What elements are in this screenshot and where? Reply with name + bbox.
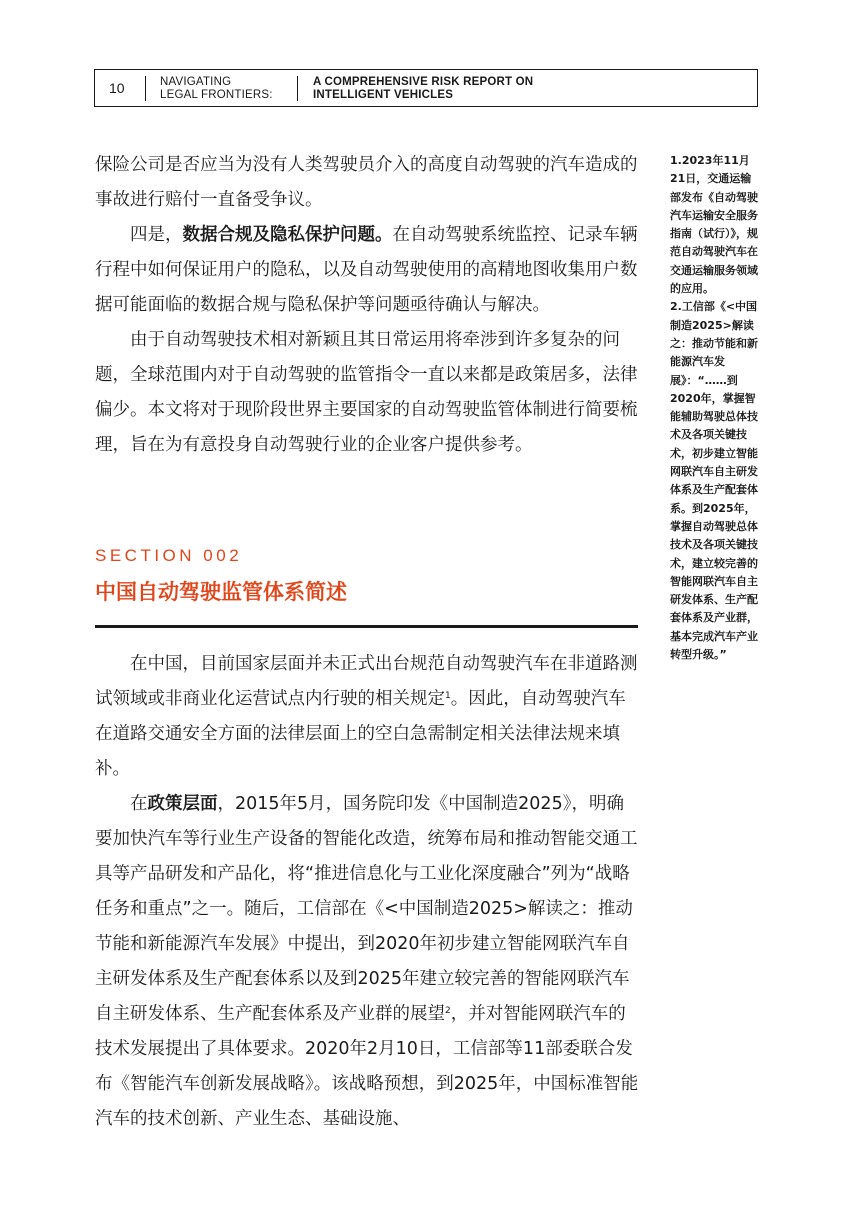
header-series-line1: NAVIGATING (160, 76, 232, 88)
paragraph-text: ，并对智能网联汽车的技术发展提出了具体要求。2020年2月10日，工信部等11部委联合发布《智能汽车创新发展战略》。该战略预想，到2025年，中国标准智能汽车的技术创新、产业生态、基础设施、 (95, 1004, 639, 1129)
footnote-ref[interactable]: 1 (445, 691, 451, 701)
section-divider (95, 625, 638, 628)
paragraph-prefix: 在 (130, 794, 148, 814)
bold-heading: 数据合规及隐私保护问题。 (182, 225, 393, 245)
page-header (94, 69, 758, 107)
paragraph-text: ，2015年5月，国务院印发《中国制造2025》，明确要加快汽车等行业生产设备的智能化改造，统筹布局和推动智能交通工具等产品研发和产品化，将“推进信息化与工业化深度融合”列为“战略任务和重点”之一。随后，工信部在《<中国制造2025>解读之：推动节能和新能源汽车发展》中提出，到2020年初步建立智能网联汽车自主研发体系及生产配套体系以及到2025年建立较完善的智能网联汽车自主研发体系、生产配套体系及产业群的展望 (95, 794, 638, 1024)
paragraph (95, 647, 640, 787)
paragraph: 由于自动驾驶技术相对新颖且其日常运用将牵涉到许多复杂的问题，全球范围内对于自动驾驶的监管指令一直以来都是政策居多，法律偏少。本文将对于现阶段世界主要国家的自动驾驶监管体制进行简要梳理，旨在为有意投身自动驾驶行业的企业客户提供参考。 (95, 330, 638, 455)
body-text-bottom (95, 647, 640, 1137)
sidenotes (670, 152, 758, 664)
header-series-line2: LEGAL FRONTIERS: (160, 88, 273, 101)
paragraph-text: 在自动驾驶系统监控、记录车辆行程中如何保证用户的隐私，以及自动驾驶使用的高精地图收集用户数据可能面临的数据合规与隐私保护等问题亟待确认与解决。 (95, 225, 638, 315)
sidenote-1: 1.2023年11月21日，交通运输部发布《自动驾驶汽车运输安全服务指南（试行）》，规范自动驾驶汽车在交通运输服务领域的应用。 (670, 154, 758, 296)
header-series-title (160, 76, 273, 101)
header-report-line1: A COMPREHENSIVE RISK REPORT ON (313, 76, 534, 88)
footnote-ref[interactable]: 2 (445, 1006, 451, 1016)
body-text-top (95, 148, 640, 463)
paragraph (95, 787, 640, 1137)
header-divider (297, 76, 298, 101)
section-title: 中国自动驾驶监管体系简述 (95, 580, 347, 604)
header-report-title (313, 76, 533, 101)
paragraph-prefix: 四是， (130, 225, 183, 245)
paragraph-text: 。因此，自动驾驶汽车在道路交通安全方面的法律层面上的空白急需制定相关法律法规来填补。 (95, 689, 626, 779)
paragraph (95, 218, 640, 323)
header-report-line2: INTELLIGENT VEHICLES (313, 88, 454, 101)
section-label: SECTION 002 (95, 546, 243, 565)
paragraph: 保险公司是否应当为没有人类驾驶员介入的高度自动驾驶的汽车造成的事故进行赔付一直备受争议。 (95, 155, 638, 210)
paragraph-text: 在中国，目前国家层面并未正式出台规范自动驾驶汽车在非道路测试领域或非商业化运营试点内行驶的相关规定 (95, 654, 638, 709)
page-number: 10 (109, 80, 125, 96)
bold-heading: 政策层面 (147, 794, 218, 814)
sidenote-2: 2.工信部《<中国制造2025>解读之：推动节能和新能源汽车发展》：“……到2020年，掌握智能辅助驾驶总体技术及各项关键技术，初步建立智能网联汽车自主研发体系及生产配套体系。到2025年，掌握自动驾驶总体技术及各项关键技术，建立较完善的智能网联汽车自主研发体系、生产配套体系及产业群，基本完成汽车产业转型升级。” (670, 300, 758, 662)
header-divider (145, 76, 146, 101)
